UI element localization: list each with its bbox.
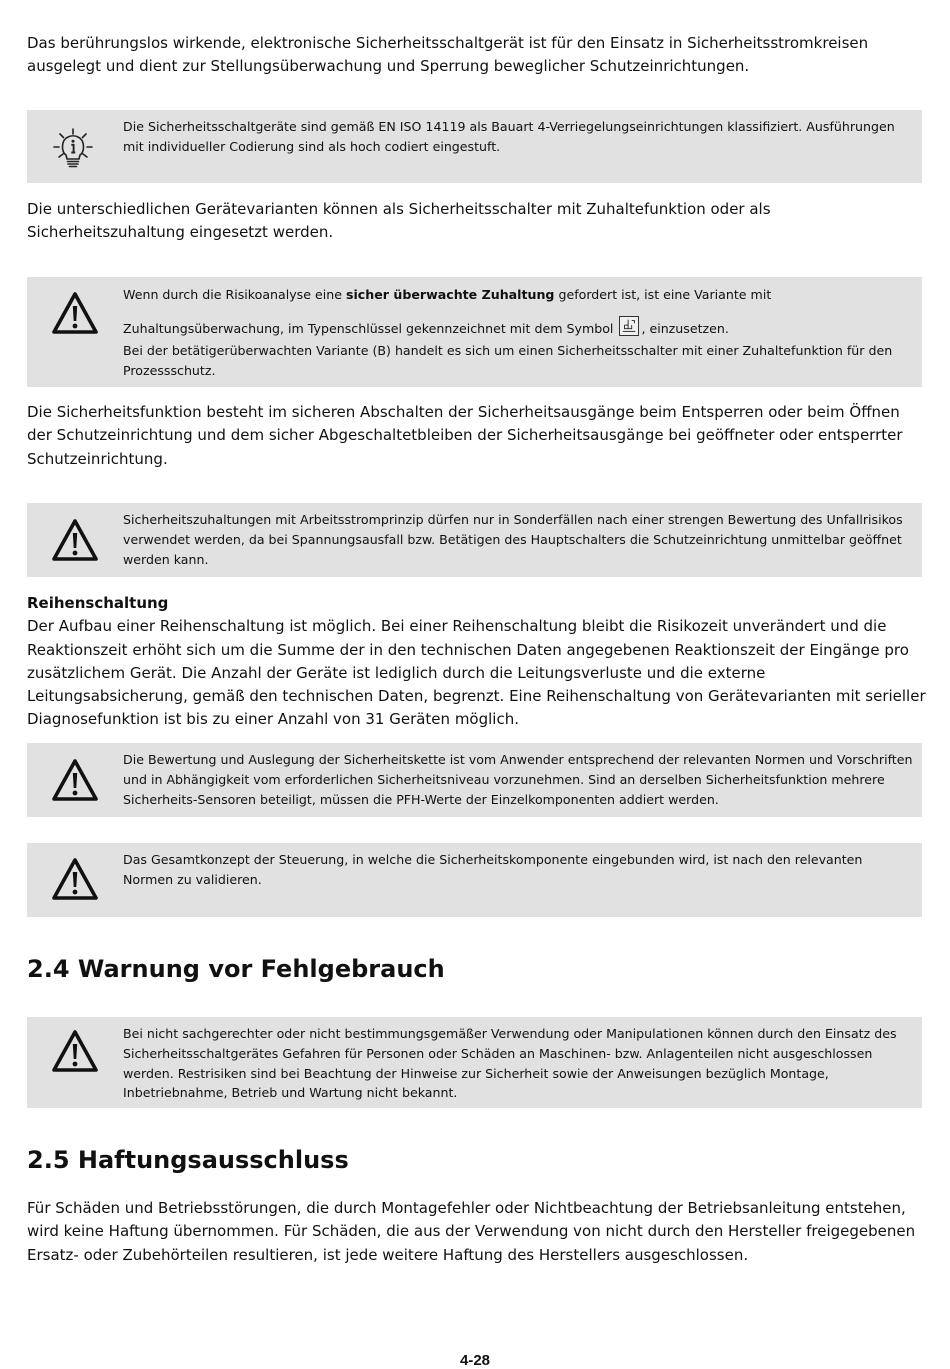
warning-triangle-icon xyxy=(51,518,99,562)
warning-triangle-icon xyxy=(51,1029,99,1073)
intro-paragraph-1: Das berührungslos wirkende, elektronische Sicherheitsschaltgerät ist für den Einsatz in Sicherheitsstromkreisen ausgelegt und dient zur Stellungsüberwachung und Sperrung beweglicher Schutzeinrichtungen. xyxy=(27,34,869,76)
warning-note-arbeitsstrom xyxy=(27,503,922,577)
info-note-text: Die Sicherheitsschaltgeräte sind gemäß EN ISO 14119 als Bauart 4-Verriegelungseinrichtungen klassifiziert. Ausführungen mit individueller Codierung sind als hoch codiert eingestuft. xyxy=(123,119,895,154)
warning-note-zuhaltung xyxy=(27,277,922,387)
warn-text-bold: sicher überwachte Zuhaltung xyxy=(345,287,555,302)
section-2-5-title: 2.5 Haftungsausschluss xyxy=(27,1146,349,1174)
warning-note-bewertung xyxy=(27,743,922,817)
reihenschaltung-text: Der Aufbau einer Reihenschaltung ist möglich. Bei einer Reihenschaltung bleibt die Risikozeit unverändert und die Reaktionszeit erhöht sich um die Summe der in den technischen Daten angegebenen Reaktionszeit der Eingänge pro zusätzlichem Gerät. Die Anzahl der Geräte ist lediglich durch die Leitungsverluste und die externe Leitungsabsicherung, gemäß den technischen Daten, begrenzt. Eine Reihenschaltung von Gerätevarianten mit serieller Diagnosefunktion ist bis zu einer Anzahl von 31 Geräten möglich. xyxy=(27,617,926,729)
reihenschaltung-heading: Reihenschaltung xyxy=(27,594,169,612)
warn-text-line2-post: , einzusetzen. xyxy=(641,321,729,336)
warn-text-mid: gefordert ist, ist eine Variante mit xyxy=(554,287,772,302)
info-note-classification xyxy=(27,110,922,183)
lightbulb-info-icon xyxy=(51,126,99,170)
intro-paragraph-2: Die unterschiedlichen Gerätevarianten können als Sicherheitsschalter mit Zuhaltefunktion oder als Sicherheitszuhaltung eingesetzt werden. xyxy=(27,200,771,242)
section-2-5-text: Für Schäden und Betriebsstörungen, die durch Montagefehler oder Nichtbeachtung der Betriebsanleitung entstehen, wird keine Haftung übernommen. Für Schäden, die aus der Verwendung von nicht durch den Hersteller freigegebenen Ersatz- oder Zubehörteilen resultieren, ist jede weitere Haftung des Herstellers ausgeschlossen. xyxy=(27,1199,916,1264)
warning-note-bewertung-text: Die Bewertung und Auslegung der Sicherheitskette ist vom Anwender entsprechend der relevanten Normen und Vorschriften und in Abhängigkeit vom erforderlichen Sicherheitsniveau vorzunehmen. Sind an derselben Sicherheitsfunktion mehrere Sicherheits-Sensoren beteiligt, müssen die PFH-Werte der Einzelkomponenten addiert werden. xyxy=(123,752,913,807)
warning-note-gesamtkonzept xyxy=(27,843,922,917)
warning-note-arbeitsstrom-text: Sicherheitszuhaltungen mit Arbeitsstromprinzip dürfen nur in Sonderfällen nach einer strengen Bewertung des Unfallrisikos verwendet werden, da bei Spannungsausfall bzw. Betätigen des Hauptschalters die Schutzeinrichtung unmittelbar geöffnet werden kann. xyxy=(123,512,903,567)
reihenschaltung-block xyxy=(27,592,927,732)
warn-text-line2: Zuhaltungsüberwachung, im Typenschlüssel gekennzeichnet mit dem Symbol xyxy=(123,321,614,336)
intro-paragraph-3: Die Sicherheitsfunktion besteht im sicheren Abschalten der Sicherheitsausgänge beim Entsperren oder beim Öffnen der Schutzeinrichtung und dem sicher Abgeschaltetbleiben der Sicherheitsausgänge bei geöffneter oder entsperrter Schutzeinrichtung. xyxy=(27,403,903,468)
warning-note-gesamtkonzept-text: Das Gesamtkonzept der Steuerung, in welche die Sicherheitskomponente eingebunden wird, ist nach den relevanten Normen zu validieren. xyxy=(123,852,863,887)
section-2-4-title: 2.4 Warnung vor Fehlgebrauch xyxy=(27,955,445,983)
warn-text-pre: Wenn durch die Risikoanalyse eine xyxy=(123,287,346,302)
zuhaltungsueberwachung-symbol-icon xyxy=(619,316,639,336)
warning-note-zuhaltung-text xyxy=(123,284,914,381)
warning-triangle-icon xyxy=(51,291,99,335)
warning-triangle-icon xyxy=(51,758,99,802)
page-number: 4-28 xyxy=(459,1352,491,1369)
warning-note-fehlgebrauch xyxy=(27,1017,922,1108)
warn-text-line3: Bei der betätigerüberwachten Variante (B) handelt es sich um einen Sicherheitsschalter mit einer Zuhaltefunktion für den Prozessschutz. xyxy=(123,343,893,378)
warning-note-fehlgebrauch-text: Bei nicht sachgerechter oder nicht bestimmungsgemäßer Verwendung oder Manipulationen können durch den Einsatz des Sicherheitsschaltgerätes Gefahren für Personen oder Schäden an Maschinen- bzw. Anlagenteilen nicht ausgeschlossen werden. Restrisiken sind bei Beachtung der Hinweise zur Sicherheit sowie der Anweisungen bezüglich Montage, Inbetriebnahme, Betrieb und Wartung nicht bekannt. xyxy=(123,1026,897,1101)
warning-triangle-icon xyxy=(51,857,99,901)
